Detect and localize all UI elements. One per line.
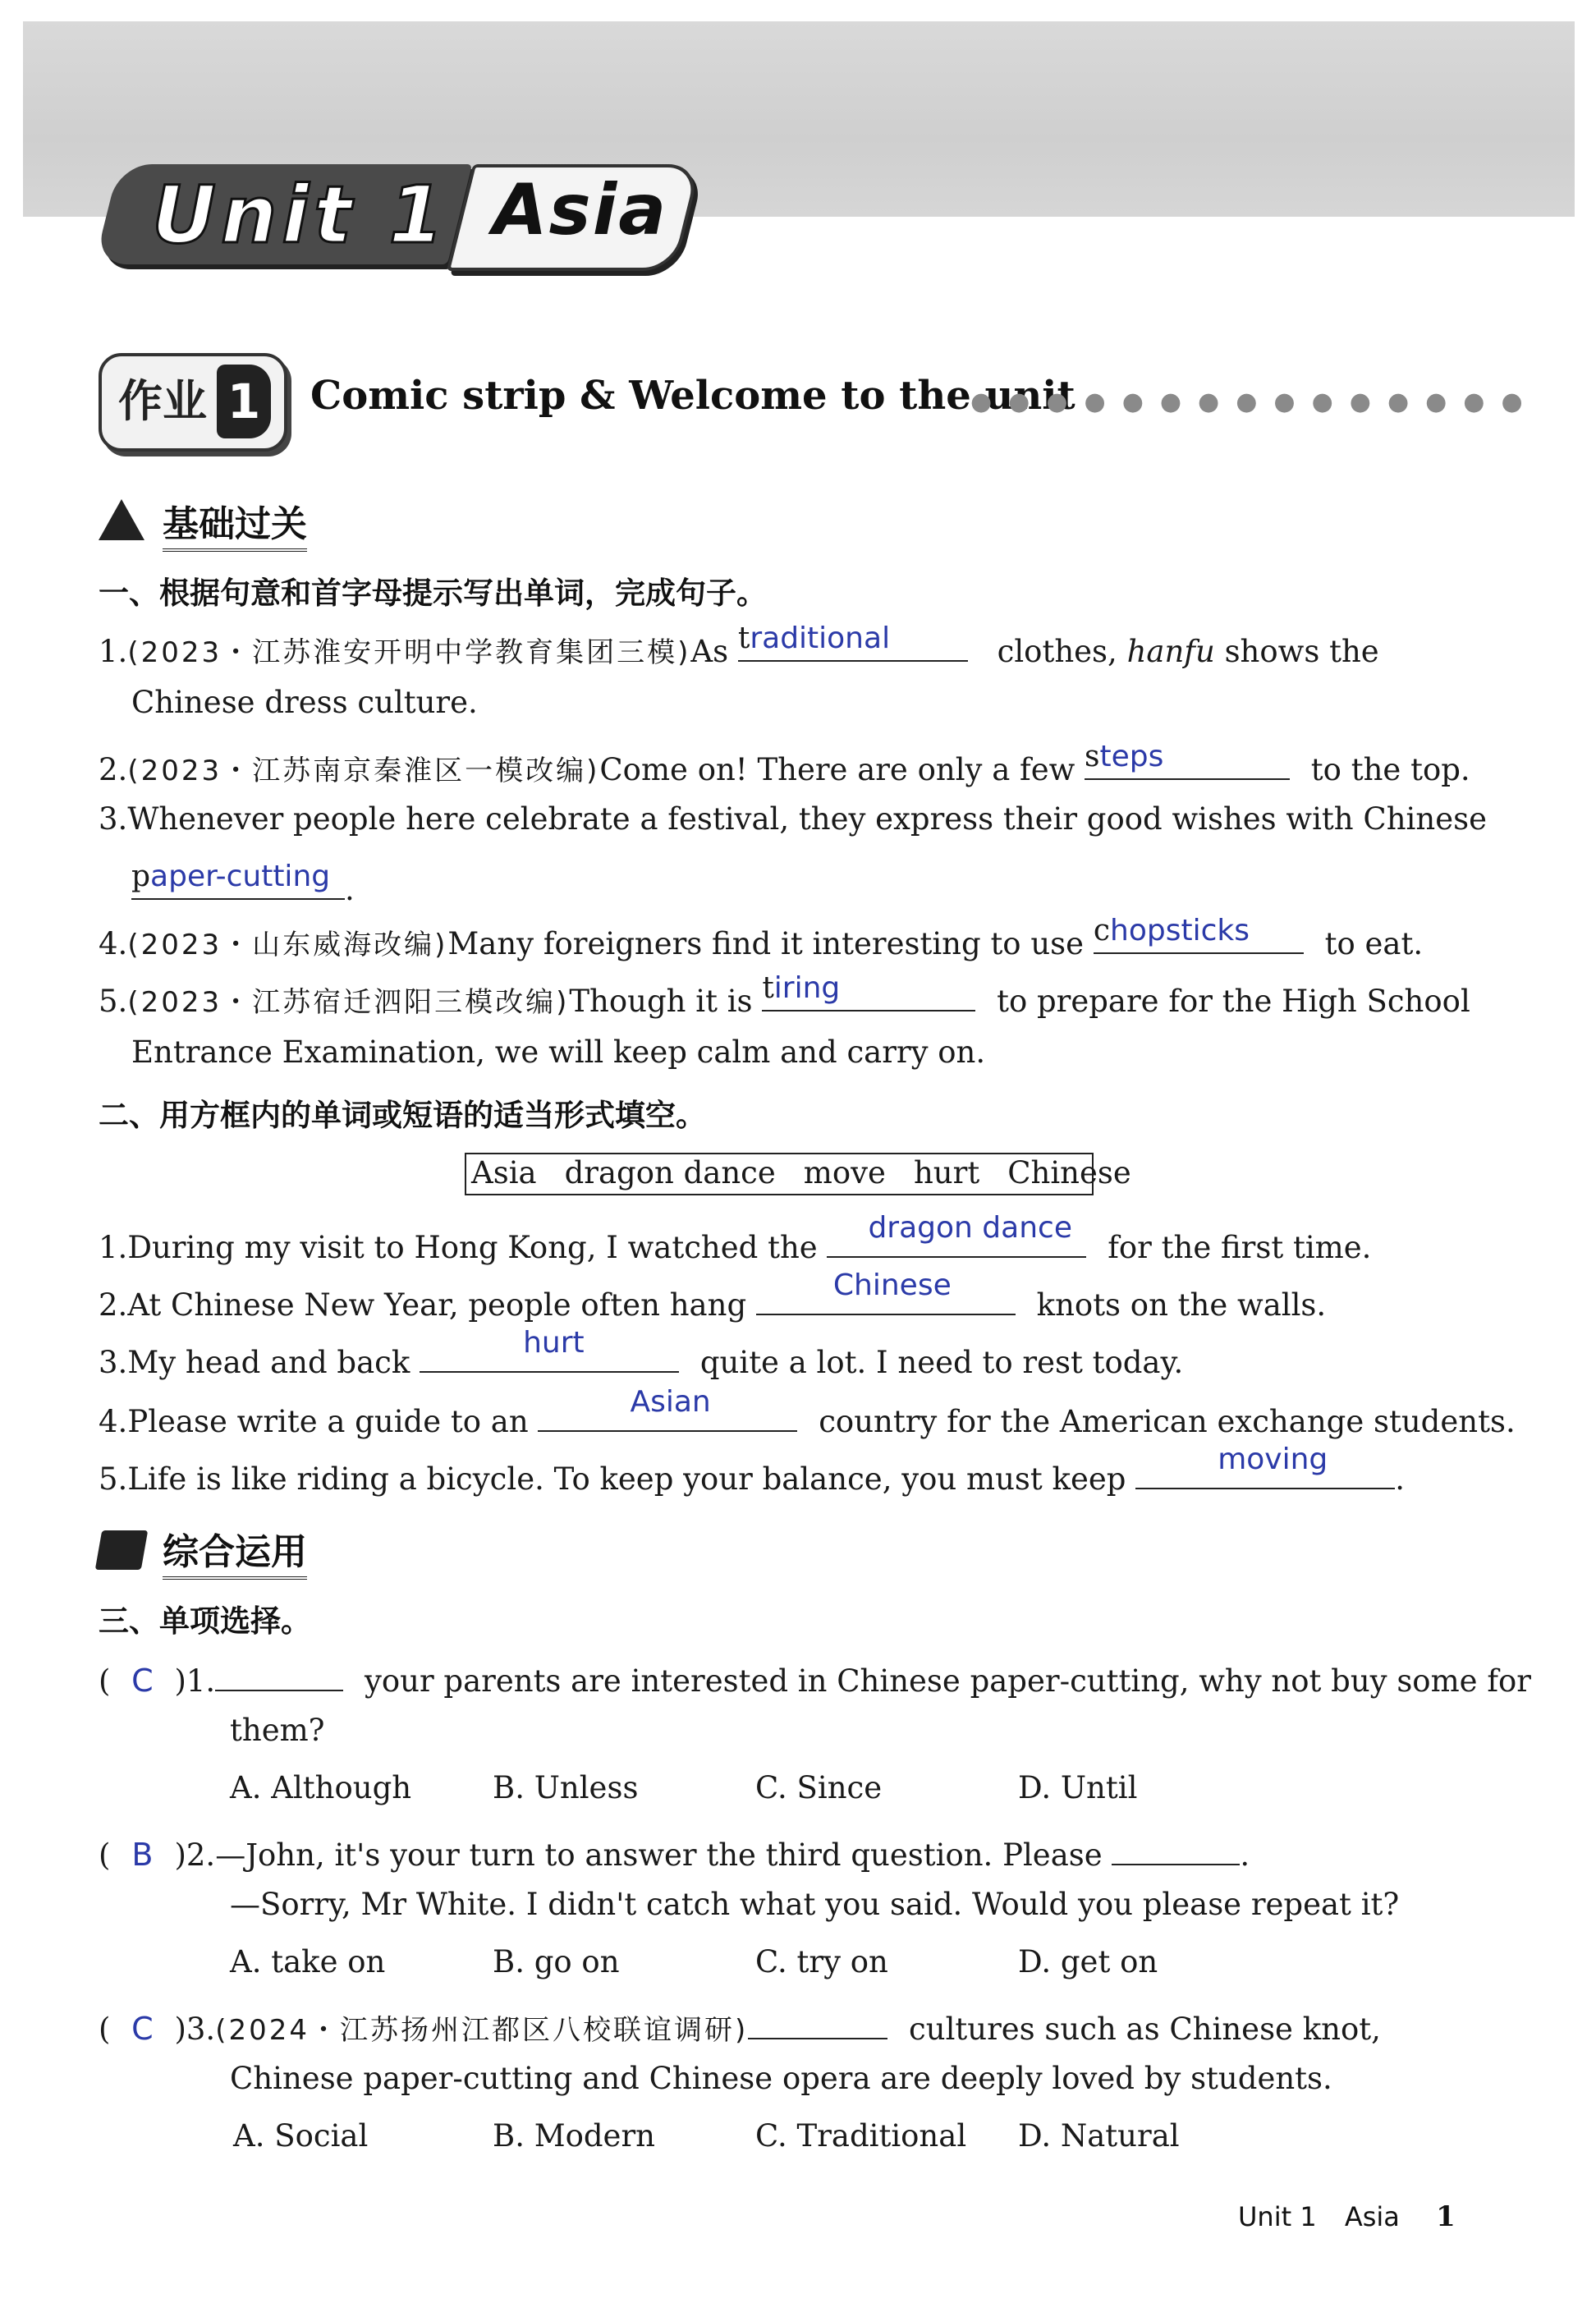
- p1-item3: [99, 800, 1487, 839]
- answer-blank: [1135, 1443, 1395, 1489]
- p2-item4: [99, 1385, 1516, 1442]
- item-source: (2023・山东威海改编): [127, 929, 448, 961]
- p1-item5-line2: Entrance Examination, we will keep calm and carry on.: [131, 1034, 986, 1070]
- item-text: quite a lot. I need to rest today.: [690, 1345, 1184, 1380]
- item-number: 5.: [99, 984, 128, 1019]
- item-number: 1.: [99, 1230, 128, 1265]
- answer-text: moving: [1218, 1443, 1328, 1476]
- item-text: —John, it's your turn to answer the third question. Please: [215, 1837, 1112, 1873]
- option-d: D. Until: [1018, 1770, 1138, 1805]
- item-text: to the top.: [1301, 752, 1470, 787]
- answer-blank: [748, 2002, 887, 2039]
- p3-item2-line2: —Sorry, Mr White. I didn't catch what you said. Would you please repeat it?: [230, 1887, 1400, 1922]
- p1-item1-line2: Chinese dress culture.: [131, 685, 478, 720]
- decorative-dots: ●●●●●●●●●●●●●●●: [970, 388, 1539, 416]
- option-b: B. Unless: [493, 1770, 639, 1805]
- page-number: 1: [1436, 2200, 1456, 2233]
- option-c: C. try on: [755, 1944, 888, 1979]
- item-text: Come on! There are only a few: [599, 752, 1085, 787]
- answer-text: teps: [1099, 740, 1164, 773]
- p3-item2-options: [230, 1943, 1158, 1982]
- section-comprehensive-head: [99, 1519, 369, 1576]
- answer-text: Chinese: [832, 1268, 952, 1302]
- hint-letter: c: [1093, 914, 1110, 947]
- answer-text: hurt: [523, 1326, 585, 1360]
- answer-blank: [538, 1385, 797, 1432]
- item-text: to eat.: [1314, 926, 1424, 961]
- item-number: )3.: [174, 2012, 216, 2047]
- item-text: Life is like riding a bicycle. To keep your balance, you must keep: [127, 1461, 1136, 1497]
- item-number: 4.: [99, 926, 128, 961]
- item-text: Please write a guide to an: [127, 1404, 539, 1439]
- hint-letter: t: [762, 971, 774, 1005]
- item-number: 4.: [99, 1404, 128, 1439]
- p3-item1-line2: them?: [230, 1713, 325, 1748]
- answer-blank: [420, 1326, 679, 1373]
- unit-banner: [107, 164, 698, 271]
- word-option: hurt: [913, 1155, 980, 1190]
- section-basic-head: [99, 491, 369, 548]
- item-text: Many foreigners find it interesting to use: [447, 926, 1094, 961]
- item-text: shows the: [1214, 634, 1379, 669]
- answer-text: dragon dance: [868, 1211, 1072, 1245]
- item-number: 5.: [99, 1461, 128, 1497]
- footer-topic: Asia: [1344, 2201, 1400, 2232]
- hint-letter: t: [737, 622, 750, 655]
- answer-blank: [1094, 916, 1304, 954]
- word-option: dragon dance: [564, 1155, 776, 1190]
- part3-title: 三、单项选择。: [99, 1603, 311, 1639]
- p1-item5: [99, 971, 1470, 1022]
- p2-item5: [99, 1443, 1405, 1499]
- option-a: A. take on: [230, 1944, 386, 1979]
- p3-item3-options: [233, 2117, 1180, 2156]
- book-icon: [95, 1530, 148, 1570]
- section-basic-title: 基础过关: [163, 494, 307, 552]
- answer-blank: [1112, 1828, 1240, 1865]
- option-c: C. Since: [755, 1770, 883, 1805]
- option-b: B. Modern: [493, 2118, 655, 2154]
- answer-text: aper-cutting: [150, 860, 331, 893]
- p2-item2: [99, 1268, 1327, 1325]
- item-number: 3.: [99, 1345, 128, 1380]
- item-text: to prepare for the High School: [987, 984, 1470, 1019]
- p2-item1: [99, 1211, 1372, 1268]
- footer-unit: Unit 1: [1238, 2201, 1317, 2232]
- page-footer: [1238, 2200, 1456, 2233]
- item-number: 3.: [99, 801, 128, 837]
- answer-blank: [827, 1211, 1086, 1258]
- item-text: Whenever people here celebrate a festival, they express their good wishes with Chinese: [127, 801, 1487, 837]
- lesson-title: Comic strip & Welcome to the unit: [310, 373, 1075, 419]
- item-text: knots on the walls.: [1026, 1287, 1327, 1323]
- item-text: .: [345, 872, 355, 907]
- part2-title: 二、用方框内的单词或短语的适当形式填空。: [99, 1098, 706, 1133]
- option-b: B. go on: [493, 1944, 620, 1979]
- answer-blank: [762, 971, 975, 1012]
- item-number: 2.: [99, 752, 128, 787]
- item-number: )1.: [174, 1663, 216, 1699]
- hint-letter: s: [1085, 740, 1100, 773]
- p3-item3-line2: Chinese paper-cutting and Chinese opera are deeply loved by students.: [230, 2061, 1332, 2096]
- lesson-number: 1: [217, 365, 271, 438]
- word-option: Chinese: [1007, 1155, 1131, 1190]
- item-number: 1.: [99, 634, 128, 669]
- answer-text: hopsticks: [1110, 914, 1250, 947]
- answer-blank: [131, 862, 345, 900]
- item-number: 2.: [99, 1287, 128, 1323]
- word-option: Asia: [471, 1155, 537, 1190]
- mountain-icon: [99, 499, 144, 540]
- p1-item3-line2: [131, 862, 355, 910]
- item-text: My head and back: [127, 1345, 420, 1380]
- part1-title: 一、根据句意和首字母提示写出单词，完成句子。: [99, 576, 767, 611]
- item-source: (2023・江苏南京秦淮区一模改编): [127, 755, 600, 787]
- lesson-header: [99, 353, 1576, 452]
- unit-label: Unit 1: [152, 169, 449, 261]
- unit-topic: Asia: [493, 169, 668, 251]
- section-comprehensive-title: 综合运用: [163, 1522, 307, 1580]
- item-text: clothes,: [987, 634, 1127, 669]
- hint-letter: p: [131, 860, 151, 893]
- answer-text: Asian: [630, 1385, 711, 1419]
- item-text: for the first time.: [1098, 1230, 1372, 1265]
- answer-blank: [738, 624, 968, 662]
- item-italic: hanfu: [1126, 634, 1215, 669]
- p1-item4: [99, 916, 1423, 965]
- item-text: During my visit to Hong Kong, I watched the: [127, 1230, 828, 1265]
- item-text: .: [1395, 1461, 1405, 1497]
- lesson-badge-label: 作业: [118, 375, 207, 427]
- item-text: cultures such as Chinese knot,: [899, 2012, 1381, 2047]
- answer-blank: [756, 1268, 1016, 1315]
- item-text: At Chinese New Year, people often hang: [127, 1287, 756, 1323]
- p2-item3: [99, 1326, 1184, 1383]
- p1-item1: [99, 624, 1379, 672]
- choice-answer: B: [131, 1837, 154, 1873]
- item-source: (2023・江苏宿迁泗阳三模改编): [127, 986, 570, 1019]
- p3-item1-options: [230, 1768, 1137, 1808]
- p3-item2: ( B )2.—John, it's your turn to answer the third question. Please .: [99, 1828, 1250, 1875]
- answer-blank: [215, 1654, 343, 1691]
- option-a: A. Social: [233, 2118, 369, 2154]
- p3-item3: ( C )3.(2024・江苏扬州江都区八校联谊调研) cultures such as Chinese knot,: [99, 2002, 1381, 2050]
- p1-item2: [99, 742, 1470, 791]
- item-text: .: [1240, 1837, 1250, 1873]
- item-text: As: [690, 634, 738, 669]
- lesson-badge: [99, 353, 287, 452]
- choice-answer: C: [131, 1663, 154, 1699]
- answer-blank: [1085, 742, 1290, 780]
- item-text: country for the American exchange students.: [809, 1404, 1516, 1439]
- item-text: your parents are interested in Chinese paper-cutting, why not buy some for: [355, 1663, 1531, 1699]
- item-text: Though it is: [569, 984, 763, 1019]
- item-source: (2024・江苏扬州江都区八校联谊调研): [215, 2014, 749, 2047]
- choice-answer: C: [131, 2011, 154, 2047]
- word-option: move: [803, 1155, 886, 1190]
- item-number: )2.: [174, 1837, 216, 1873]
- option-d: D. Natural: [1018, 2118, 1180, 2154]
- answer-text: raditional: [750, 622, 891, 655]
- item-source: (2023・江苏淮安开明中学教育集团三模): [127, 636, 691, 669]
- option-c: C. Traditional: [755, 2118, 967, 2154]
- option-d: D. get on: [1018, 1944, 1158, 1979]
- word-box: [465, 1153, 1131, 1195]
- answer-text: iring: [773, 971, 841, 1005]
- option-a: A. Although: [230, 1770, 412, 1805]
- p3-item1: ( C )1. your parents are interested in Chinese paper-cutting, why not buy some for: [99, 1654, 1531, 1701]
